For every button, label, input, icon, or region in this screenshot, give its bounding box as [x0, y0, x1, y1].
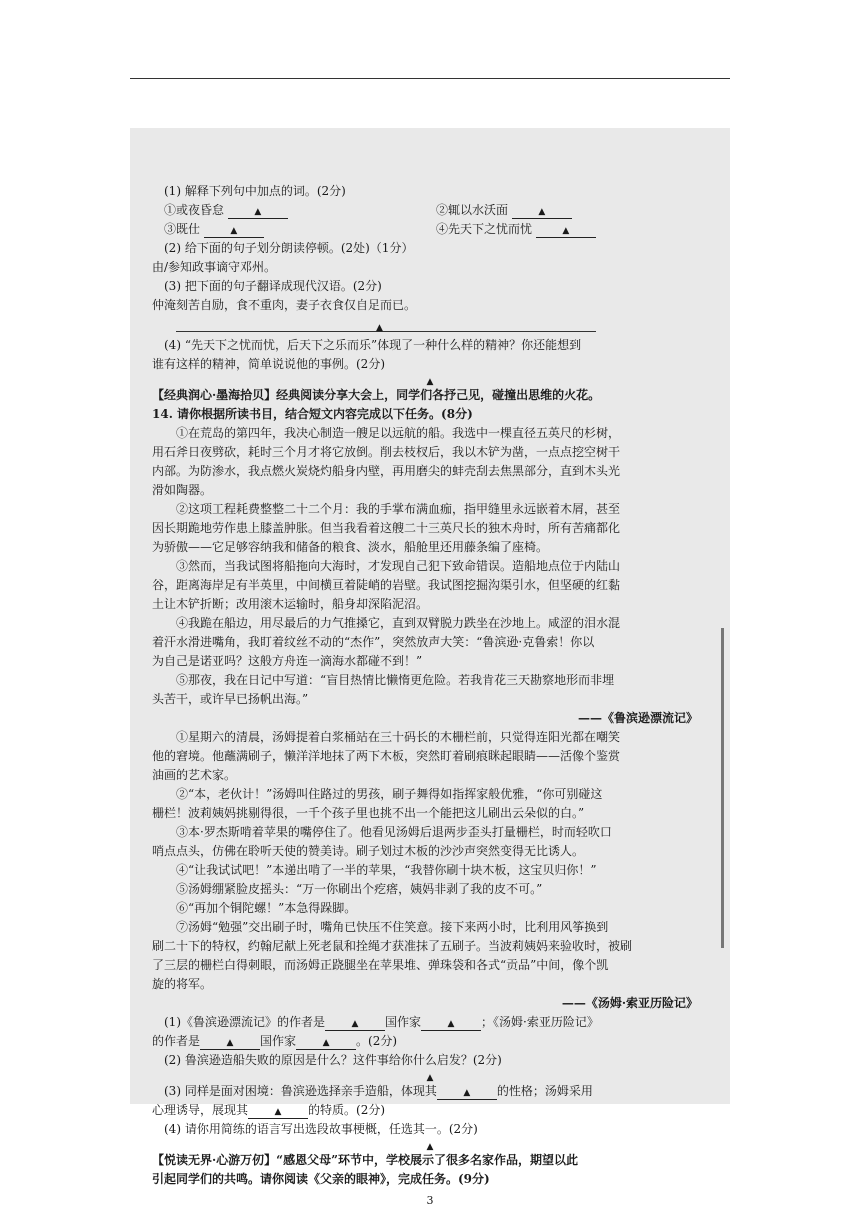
triangle-marker-icon: ▲: [426, 1073, 434, 1083]
word-3: ③既仕: [164, 222, 201, 236]
answer-blank[interactable]: [296, 1035, 356, 1050]
passage-line: 因长期跪地劳作患上膝盖肿胀。但当我看着这艘二十三英尺长的独木舟时，所有苦痛都化: [152, 521, 621, 535]
task-text: 的性格；汤姆采用: [496, 1084, 593, 1098]
answer-area[interactable]: [152, 1139, 708, 1151]
triangle-marker-icon: ▲: [562, 226, 570, 236]
task-text: 国作家: [385, 1015, 422, 1029]
triangle-marker-icon: ▲: [426, 377, 434, 387]
word-2: ②辄以水沃面: [436, 203, 509, 217]
q13-part4-line1: (4) “先天下之忧而忧，后天下之乐而乐”体现了一种什么样的精神？你还能想到: [164, 338, 582, 352]
task-text: 的特质。(2分): [308, 1103, 386, 1117]
passage-line: 栅栏！波莉姨妈挑剔得很，一千个孩子里也挑不出一个能把这儿刷出云朵似的白。”: [152, 806, 585, 820]
triangle-marker-icon: ▲: [447, 1019, 455, 1029]
triangle-marker-icon: ▲: [351, 1019, 359, 1029]
q13-part1: (1) 解释下列句中加点的词。(2分): [164, 184, 346, 198]
answer-blank[interactable]: [325, 1016, 385, 1031]
triangle-marker-icon: ▲: [376, 323, 383, 333]
answer-blank[interactable]: [228, 204, 288, 219]
passage-line: 滑如陶器。: [152, 483, 213, 497]
passage-line: 旋的将军。: [152, 977, 213, 991]
passage-line: ②“本，老伙计！”汤姆叫住路过的男孩，刷子舞得如指挥家般优雅，“你可别碰这: [176, 787, 603, 801]
answer-blank[interactable]: [536, 223, 596, 238]
q13-part4-line2: 谁有这样的精神，简单说说他的事例。(2分): [152, 357, 385, 371]
passage-line: ⑦汤姆“勉强”交出刷子时，嘴角已快压不住笑意。接下来两小时，比利用风筝换到: [176, 920, 609, 934]
q13-part2: (2) 给下面的句子划分朗读停顿。(2处)（1分）: [164, 241, 414, 255]
source-tom: ——《汤姆·索亚历险记》: [561, 996, 698, 1010]
section-header-reading-1: 【悦读无界·心游万仞】“感恩父母”环节中，学校展示了很多名家作品，期望以此: [152, 1153, 578, 1167]
answer-blank[interactable]: [200, 1035, 260, 1050]
answer-blank[interactable]: [204, 223, 264, 238]
task-2: (2) 鲁滨逊造船失败的原因是什么？这件事给你什么启发？(2分): [164, 1053, 502, 1067]
section-header-classics: 【经典润心·墨海拾贝】经典阅读分享大会上，同学们各抒己见，碰撞出思维的火花。: [152, 388, 601, 402]
word-row-1: [152, 201, 708, 220]
passage-line: ③然而，当我试图将船拖向大海时，才发现自己犯下致命错误。造船地点位于内陆山: [176, 559, 621, 573]
answer-blank[interactable]: [421, 1016, 481, 1031]
word-1: ①或夜昏怠: [164, 203, 225, 217]
q13-part3-text: 仲淹刻苦自励，食不重肉，妻子衣食仅自足而已。: [152, 298, 417, 312]
passage-line: 为自己是诺亚吗？这般方舟连一滴海水都碰不到！”: [152, 654, 423, 668]
passage-line: 内部。为防渗水，我点燃火炭烧灼船身内壁，再用磨尖的蚌壳刮去焦黑部分，直到木头光: [152, 464, 621, 478]
answer-blank[interactable]: [437, 1085, 497, 1100]
task-text: (3) 同样是面对困境：鲁滨逊选择亲手造船，体现其: [164, 1084, 437, 1098]
answer-blank[interactable]: [248, 1104, 308, 1119]
passage-line: 了三层的栅栏白得刺眼，而汤姆正跷腿坐在苹果堆、弹珠袋和各式“贡品”中间，像个凯: [152, 958, 609, 972]
passage-line: ④“让我试试吧！”本递出啃了一半的苹果，“我替你刷十块木板，这宝贝归你！”: [176, 863, 597, 877]
passage-line: ⑤那夜，我在日记中写道：“盲目热情比懒惰更危险。若我肯花三天勘察地形而非埋: [176, 673, 615, 687]
triangle-marker-icon: ▲: [538, 207, 546, 217]
passage-line: ⑤汤姆绷紧脸皮摇头：“万一你刷出个疙瘩，姨妈非剥了我的皮不可。”: [176, 882, 543, 896]
question-14: 14. 请你根据所读书目，结合短文内容完成以下任务。(8分): [152, 407, 473, 421]
task-text: 国作家: [260, 1034, 297, 1048]
passage-line: 为骄傲——它足够容纳我和储备的粮食、淡水，船舱里还用藤条编了座椅。: [152, 540, 549, 554]
source-robinson: ——《鲁滨逊漂流记》: [577, 711, 698, 725]
answer-blank[interactable]: [512, 204, 572, 219]
task-text: 的作者是: [152, 1034, 201, 1048]
task-4: (4) 请你用简练的语言写出选段故事梗概，任选其一。(2分): [164, 1122, 478, 1136]
task-3-line2: [152, 1101, 708, 1120]
page-number: 3: [426, 1194, 434, 1207]
task-3-line1: [152, 1082, 708, 1101]
passage-line: 哨点点头，仿佛在聆听天使的赞美诗。刷子划过木板的沙沙声突然变得无比诱人。: [152, 844, 585, 858]
passage-line: ②这项工程耗费整整二十二个月：我的手掌布满血痂，指甲缝里永远嵌着木屑，甚至: [176, 502, 621, 516]
passage-line: 刷二十下的特权，约翰尼献上死老鼠和拴绳才获准抹了五刷子。当波莉姨妈来验收时，被刷: [152, 939, 633, 953]
passage-line: ①星期六的清晨，汤姆提着白浆桶站在三十码长的木栅栏前，只觉得连阳光都在嘲笑: [176, 730, 621, 744]
q13-part3: (3) 把下面的句子翻译成现代汉语。(2分): [164, 279, 382, 293]
task-text: 心理诱导，展现其: [152, 1103, 249, 1117]
triangle-marker-icon: ▲: [274, 1107, 282, 1117]
passage-line: 他的窘境。他蘸满刷子，懒洋洋地抹了两下木板，突然盯着刷痕眯起眼睛——活像个鉴赏: [152, 749, 621, 763]
passage-line: 用石斧日夜劈砍，耗时三个月才将它放倒。削去枝杈后，我以木铲为凿，一点点挖空树干: [152, 445, 621, 459]
passage-line: ⑥“再加个铜陀螺！”本急得跺脚。: [176, 901, 357, 915]
task-1-line1: [152, 1013, 708, 1032]
triangle-marker-icon: ▲: [322, 1038, 330, 1048]
task-text: ；《汤姆·索亚历险记》: [481, 1015, 599, 1029]
task-1-line2: [152, 1032, 708, 1051]
word-row-2: [152, 220, 708, 239]
passage-line: 油画的艺术家。: [152, 768, 237, 782]
task-text: (1)《鲁滨逊漂流记》的作者是: [164, 1015, 325, 1029]
answer-area[interactable]: [152, 374, 708, 386]
task-text: 。(2分): [356, 1034, 398, 1048]
passage-line: ①在荒岛的第四年，我决心制造一艘足以远航的船。我选中一棵直径五英尺的杉树，: [176, 426, 621, 440]
answer-line[interactable]: [176, 317, 596, 332]
scanned-page: [130, 128, 730, 1207]
triangle-marker-icon: ▲: [463, 1088, 471, 1098]
answer-area[interactable]: [152, 1070, 708, 1082]
passage-line: ③本·罗杰斯啃着苹果的嘴停住了。他看见汤姆后退两步歪头打量栅栏，时而轻吹口: [176, 825, 612, 839]
q13-part2-text: 由/参知政事谪守邓州。: [152, 260, 277, 274]
triangle-marker-icon: ▲: [254, 207, 262, 217]
passage-line: 谷，距离海岸足有半英里，中间横亘着陡峭的岩壁。我试图挖掘沟渠引水，但坚硬的红黏: [152, 578, 621, 592]
triangle-marker-icon: ▲: [426, 1142, 434, 1152]
page-content: [152, 182, 708, 1210]
passage-line: ④我跪在船边，用尽最后的力气推搡它，直到双臂脱力跌坐在沙地上。咸涩的泪水混: [176, 616, 621, 630]
passage-robinson: [152, 424, 708, 709]
word-4: ④先天下之忧而忧: [436, 222, 533, 236]
triangle-marker-icon: ▲: [226, 1038, 234, 1048]
triangle-marker-icon: ▲: [230, 226, 238, 236]
scrollbar[interactable]: [721, 628, 724, 948]
passage-tom: [152, 728, 708, 994]
section-header-reading-2: 引起同学们的共鸣。请你阅读《父亲的眼神》，完成任务。(9分): [152, 1172, 490, 1186]
passage-line: 头苦干，或许早已扬帆出海。”: [152, 692, 309, 706]
passage-line: 土让木铲折断；改用滚木运输时，船身却深陷泥沼。: [152, 597, 429, 611]
top-rule: [130, 78, 730, 79]
passage-line: 着汗水滑进嘴角，我盯着纹丝不动的“杰作”，突然放声大笑：“鲁滨逊·克鲁索！你以: [152, 635, 595, 649]
